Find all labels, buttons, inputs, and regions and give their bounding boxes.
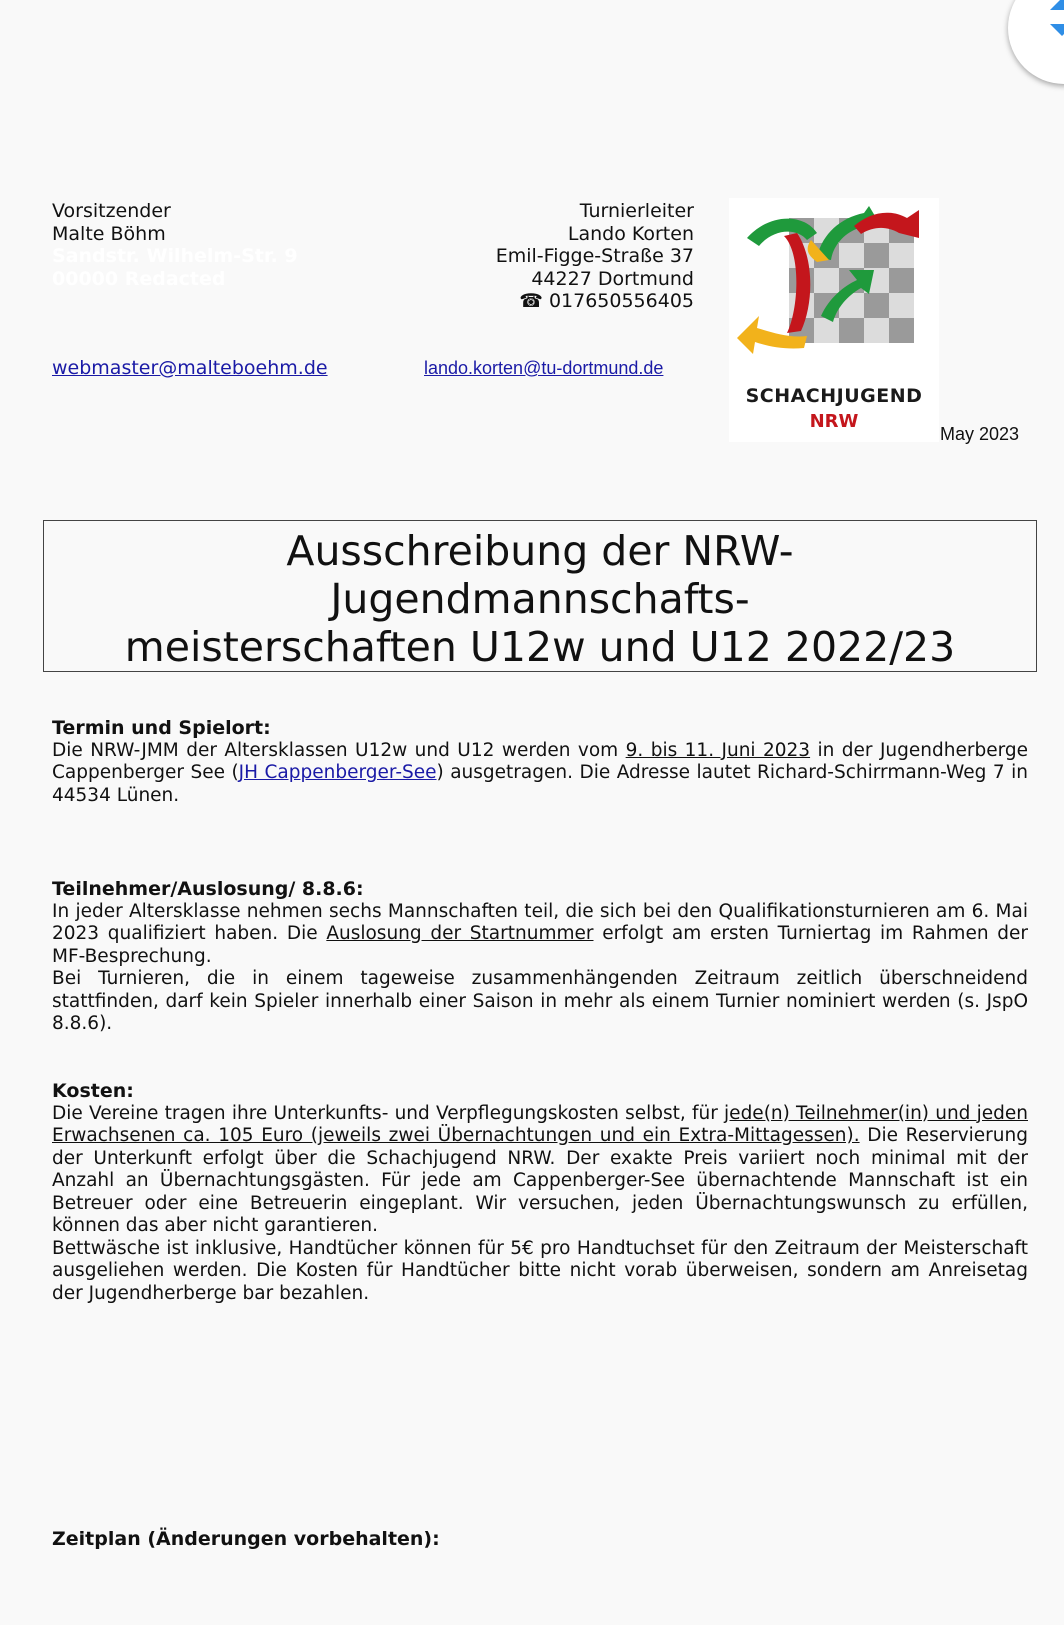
sender-title: Vorsitzender: [52, 200, 171, 222]
section-heading: Kosten:: [52, 1080, 134, 1102]
logo-text-nrw: NRW: [809, 411, 859, 432]
director-phone: 017650556405: [548, 290, 694, 312]
sender-block: [52, 200, 298, 290]
section-body: Die Vereine tragen ihre Unterkunfts- und Verpflegungskosten selbst, für jede(n) Teilnehmer(in) und jeden Erwachsenen ca. 105 Euro (jeweils zwei Übernachtungen und ein Extra-Mittagessen). Die Reservierung der Unterkunft erfolgt über die Schachjugend NRW. Der exakte Preis variiert noch minimal mit der Anzahl an Übernachtungsgästen. Für jede am Cappenberger-See übernachtende Mannschaft ist ein Betreuer oder eine Betreuerin eingeplant. Wir versuchen, jeden Übernachtungswunsch zu erfüllen, können das aber nicht garantieren.: [52, 1102, 1028, 1236]
section-body: In jeder Altersklasse nehmen sechs Mannschaften teil, die sich bei den Qualifikationsturnieren am 6. Mai 2023 qualifiziert haben. Die Auslosung der Startnummer erfolgt am ersten Turniertag im Rahmen der MF-Besprechung.: [52, 900, 1028, 967]
sender-email-link[interactable]: webmaster@malteboehm.de: [52, 357, 328, 379]
section-zeitplan: [52, 1528, 1028, 1551]
section-heading: Teilnehmer/Auslosung/ 8.8.6:: [52, 878, 364, 900]
sender-address-line1: Sandstr. Wilhelm-Str. 9: [52, 245, 298, 267]
sender-address-line2: 00000 Redacted: [52, 267, 226, 290]
document-date: May 2023: [940, 424, 1020, 444]
section-body-2: Bei Turnieren, die in einem tageweise zusammenhängenden Zeitraum zeitlich überschneidend stattfinden, darf kein Spieler innerhalb einer Saison in mehr als einem Turnier nominiert werden (s. JspO 8.8.6).: [52, 968, 1028, 1034]
section-heading: Termin und Spielort:: [52, 717, 271, 739]
auslosung-link[interactable]: Auslosung der Startnummer: [326, 923, 594, 944]
director-street: Emil-Figge-Straße 37: [495, 245, 694, 267]
section-body: Die NRW-JMM der Altersklassen U12w und U12 werden vom 9. bis 11. Juni 2023 in der Jugendherberge Cappenberger See (JH Cappenberger-See) ausgetragen. Die Adresse lautet Richard-Schirrmann-Weg 7 in 44534 Lünen.: [52, 739, 1028, 806]
scroll-widget[interactable]: [1008, 0, 1064, 84]
section-body-2: Bettwäsche ist inklusive, Handtücher können für 5€ pro Handtuchset für den Zeitraum der Meisterschaft ausgeliehen werden. Die Kosten für Handtücher bitte nicht vorab überweisen, sondern am Anreisetag der Jugendherberge bar bezahlen.: [52, 1237, 1028, 1304]
section-teilnehmer: [52, 878, 1028, 1036]
telephone-icon: ☎: [519, 290, 543, 312]
sender-name: Malte Böhm: [52, 222, 166, 245]
director-phone-line: [420, 290, 694, 313]
director-email-link[interactable]: lando.korten@tu-dortmund.de: [424, 358, 664, 378]
chessboard-logo-icon: [729, 198, 939, 378]
event-dates: 9. bis 11. Juni 2023: [625, 739, 811, 761]
section-kosten: [52, 1080, 1028, 1305]
director-block: [420, 200, 694, 313]
scroll-down-icon[interactable]: [1050, 24, 1064, 36]
schachjugend-logo: [729, 198, 939, 442]
scroll-up-icon[interactable]: [1050, 0, 1064, 10]
director-title: Turnierleiter: [579, 200, 694, 222]
logo-text-schachjugend: SCHACHJUGEND: [745, 385, 923, 407]
cost-highlight: jede(n) Teilnehmer(in) und jeden Erwachsenen ca. 105 Euro (jeweils zwei Übernachtungen und ein Extra-Mittagessen).: [52, 1102, 1028, 1146]
section-termin: [52, 717, 1028, 807]
section-heading: Zeitplan (Änderungen vorbehalten):: [52, 1528, 440, 1550]
director-name: Lando Korten: [567, 222, 694, 245]
youth-hostel-link[interactable]: JH Cappenberger-See: [238, 762, 437, 783]
document-title: Ausschreibung der NRW- Jugendmannschafts- meisterschaften U12w und U12 2022/23: [124, 527, 956, 671]
director-city: 44227 Dortmund: [531, 267, 694, 290]
title-box: [43, 520, 1037, 672]
